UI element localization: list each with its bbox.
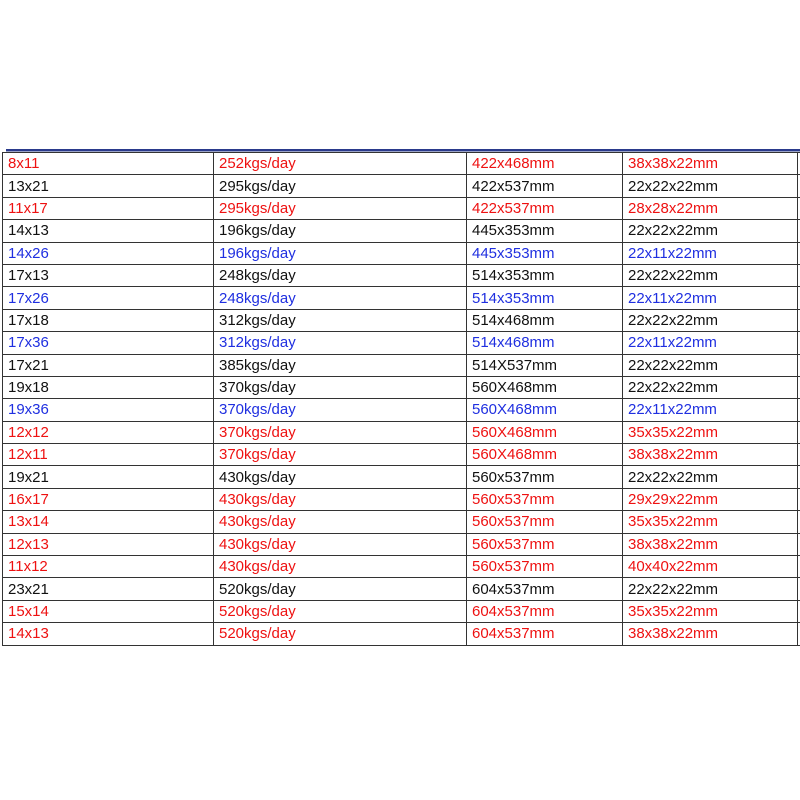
table-row [3,354,800,376]
size-cell: 14x26 [3,242,214,264]
cube-size-cell: 40x40x22mm [623,556,798,578]
size-cell: 16x17 [3,488,214,510]
size-cell: 17x36 [3,332,214,354]
size-cell: 12x13 [3,533,214,555]
capacity-cell: 430kgs/day [214,556,467,578]
size-cell: 13x14 [3,511,214,533]
dimensions-cell: 560x537mm [467,488,623,510]
table-row [3,466,800,488]
cube-size-cell: 38x38x22mm [623,623,798,645]
dimensions-cell: 514x468mm [467,309,623,331]
cube-size-cell: 22x22x22mm [623,376,798,398]
dimensions-cell: 604x537mm [467,600,623,622]
table-row [3,264,800,286]
table-row [3,197,800,219]
capacity-cell: 520kgs/day [214,600,467,622]
dimensions-cell: 422x468mm [467,153,623,175]
cube-size-cell: 28x28x22mm [623,197,798,219]
capacity-cell: 520kgs/day [214,578,467,600]
cube-size-cell: 38x38x22mm [623,153,798,175]
dimensions-cell: 560x537mm [467,511,623,533]
cube-size-cell: 29x29x22mm [623,488,798,510]
cube-size-cell: 38x38x22mm [623,533,798,555]
dimensions-cell: 560X468mm [467,444,623,466]
size-cell: 17x26 [3,287,214,309]
table-row [3,578,800,600]
size-cell: 14x13 [3,623,214,645]
dimensions-cell: 560X468mm [467,421,623,443]
table-row [3,600,800,622]
capacity-cell: 295kgs/day [214,175,467,197]
size-cell: 19x21 [3,466,214,488]
table-row [3,488,800,510]
dimensions-cell: 445x353mm [467,242,623,264]
cube-size-cell: 22x11x22mm [623,242,798,264]
capacity-cell: 248kgs/day [214,264,467,286]
cube-size-cell: 22x22x22mm [623,309,798,331]
cube-size-cell: 22x22x22mm [623,264,798,286]
table-row [3,220,800,242]
dimensions-cell: 560x537mm [467,533,623,555]
capacity-cell: 370kgs/day [214,399,467,421]
size-cell: 12x12 [3,421,214,443]
table-row [3,332,800,354]
size-cell: 8x11 [3,153,214,175]
capacity-cell: 370kgs/day [214,376,467,398]
size-cell: 17x21 [3,354,214,376]
table-row [3,623,800,645]
cube-size-cell: 22x22x22mm [623,175,798,197]
dimensions-cell: 560X468mm [467,399,623,421]
dimensions-cell: 514x353mm [467,264,623,286]
capacity-cell: 196kgs/day [214,242,467,264]
spec-table-body [3,153,800,646]
capacity-cell: 430kgs/day [214,466,467,488]
size-cell: 11x17 [3,197,214,219]
cube-size-cell: 22x11x22mm [623,399,798,421]
capacity-cell: 252kgs/day [214,153,467,175]
capacity-cell: 430kgs/day [214,488,467,510]
table-row [3,376,800,398]
capacity-cell: 295kgs/day [214,197,467,219]
dimensions-cell: 604x537mm [467,578,623,600]
table-row [3,533,800,555]
cube-size-cell: 22x22x22mm [623,578,798,600]
table-row [3,153,800,175]
table-row [3,399,800,421]
dimensions-cell: 560x537mm [467,556,623,578]
table-row [3,421,800,443]
size-cell: 15x14 [3,600,214,622]
table-row [3,556,800,578]
size-cell: 17x13 [3,264,214,286]
spec-table [2,152,800,646]
cube-size-cell: 22x11x22mm [623,332,798,354]
dimensions-cell: 514x468mm [467,332,623,354]
capacity-cell: 430kgs/day [214,511,467,533]
dimensions-cell: 422x537mm [467,175,623,197]
table-row [3,242,800,264]
cube-size-cell: 22x22x22mm [623,354,798,376]
size-cell: 13x21 [3,175,214,197]
cube-size-cell: 35x35x22mm [623,421,798,443]
cube-size-cell: 22x11x22mm [623,287,798,309]
cube-size-cell: 38x38x22mm [623,444,798,466]
table-row [3,175,800,197]
size-cell: 17x18 [3,309,214,331]
dimensions-cell: 560x537mm [467,466,623,488]
dimensions-cell: 422x537mm [467,197,623,219]
capacity-cell: 196kgs/day [214,220,467,242]
cube-size-cell: 22x22x22mm [623,220,798,242]
capacity-cell: 430kgs/day [214,533,467,555]
table-row [3,511,800,533]
dimensions-cell: 560X468mm [467,376,623,398]
size-cell: 12x11 [3,444,214,466]
capacity-cell: 370kgs/day [214,444,467,466]
table-row [3,309,800,331]
cube-size-cell: 35x35x22mm [623,511,798,533]
dimensions-cell: 604x537mm [467,623,623,645]
size-cell: 23x21 [3,578,214,600]
capacity-cell: 370kgs/day [214,421,467,443]
capacity-cell: 385kgs/day [214,354,467,376]
dimensions-cell: 445x353mm [467,220,623,242]
cube-size-cell: 35x35x22mm [623,600,798,622]
capacity-cell: 248kgs/day [214,287,467,309]
dimensions-cell: 514X537mm [467,354,623,376]
cube-size-cell: 22x22x22mm [623,466,798,488]
table-row [3,287,800,309]
capacity-cell: 312kgs/day [214,309,467,331]
capacity-cell: 312kgs/day [214,332,467,354]
size-cell: 11x12 [3,556,214,578]
size-cell: 19x18 [3,376,214,398]
table-row [3,444,800,466]
size-cell: 19x36 [3,399,214,421]
dimensions-cell: 514x353mm [467,287,623,309]
size-cell: 14x13 [3,220,214,242]
capacity-cell: 520kgs/day [214,623,467,645]
